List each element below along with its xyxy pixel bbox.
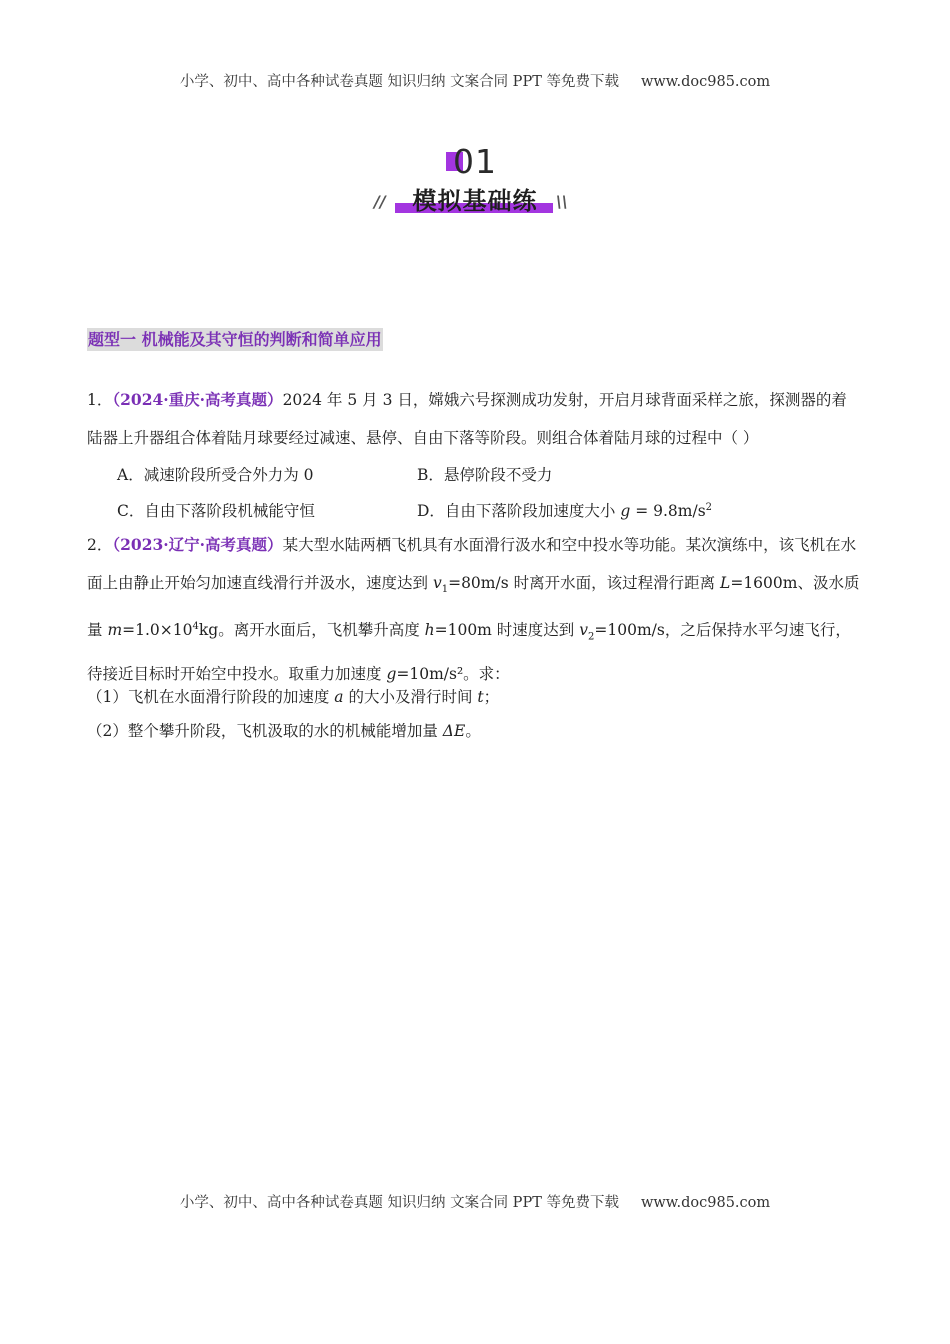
section-banner	[0, 138, 950, 228]
sub1-text: （1）飞机在水面滑行阶段的加速度	[87, 688, 335, 706]
option-b: B．悬停阶段不受力	[417, 466, 553, 484]
option-d-var: g	[620, 502, 631, 520]
var-delta-e: ΔE	[442, 722, 466, 740]
question-stem: 2024 年 5 月 3 日，嫦娥六号探测成功发射，开启月球背面采样之旅，探测器的着陆器上升器组合体着陆月球要经过减速、悬停、自由下落等阶段。则组合体着陆月球的过程中（ ）	[87, 391, 847, 447]
page-header	[0, 70, 950, 91]
sub1-text-end: ；	[483, 688, 500, 706]
q2-text-3: =1600m、汲水质量	[87, 573, 860, 640]
sub-question-1	[87, 685, 499, 707]
q2-text-2: =80m/s 时离开水面，该过程滑行距离	[448, 573, 721, 592]
var-t: t	[477, 688, 484, 706]
var-v2-sub: 2	[588, 631, 595, 643]
var-h: h	[424, 621, 435, 640]
option-d	[417, 499, 712, 521]
option-c: C．自由下落阶段机械能守恒	[117, 502, 315, 520]
option-d-value: = 9.8m/s	[630, 502, 706, 520]
var-g: g	[386, 664, 397, 683]
q2-text-7: =100m/s，之后保持水平匀速飞行，待接近目标时开始空中投水。取重力加速度	[87, 621, 851, 683]
q2-text-1: 某大型水陆两栖飞机具有水面滑行汲水和空中投水等功能。某次演练中，该飞机在水面上由静止开始匀加速直线滑行并汲水，速度达到	[87, 536, 857, 592]
var-l: L	[720, 573, 731, 592]
question-1	[87, 381, 862, 457]
q2-text-5: kg。离开水面后，飞机攀升高度	[198, 621, 425, 640]
question-number: 2．	[87, 536, 113, 554]
footer-url: www.doc985.com	[640, 1195, 771, 1211]
q2-text-8: =10m/s²。求：	[396, 664, 510, 683]
header-text: 小学、初中、高中各种试卷真题 知识归纳 文案合同 PPT 等免费下载	[179, 74, 619, 90]
sub2-text-end: 。	[465, 722, 481, 740]
sub2-text: （2）整个攀升阶段，飞机汲取的水的机械能增加量	[87, 722, 443, 740]
var-v1: v	[432, 573, 442, 592]
banner-title: 模拟基础练	[412, 187, 538, 215]
header-url: www.doc985.com	[640, 74, 771, 90]
question-source: （2023·辽宁·高考真题）	[112, 535, 283, 554]
option-d-exponent: 2	[705, 501, 713, 513]
var-m: m	[107, 621, 123, 640]
var-a: a	[334, 688, 344, 706]
q2-text-4: =1.0×10	[122, 621, 193, 640]
q2-text-6: =100m 时速度达到	[434, 621, 580, 640]
banner-slash-left: //	[374, 192, 386, 211]
sub-question-2	[87, 719, 481, 741]
mass-exponent: 4	[192, 621, 199, 633]
question-2	[87, 526, 862, 693]
question-number: 1．	[87, 391, 113, 409]
var-v1-sub: 1	[441, 583, 449, 595]
option-a: A．减速阶段所受合外力为 0	[117, 466, 314, 484]
page-footer	[0, 1191, 950, 1212]
banner-slash-right: \\	[556, 192, 568, 211]
footer-text: 小学、初中、高中各种试卷真题 知识归纳 文案合同 PPT 等免费下载	[179, 1195, 619, 1211]
var-v2: v	[579, 621, 588, 640]
question-source: （2024·重庆·高考真题）	[112, 390, 283, 409]
option-d-text: D．自由下落阶段加速度大小	[417, 502, 621, 520]
sub1-text-mid: 的大小及滑行时间	[343, 688, 478, 706]
section-heading: 题型一 机械能及其守恒的判断和简单应用	[88, 330, 382, 349]
banner-number: 01	[453, 142, 497, 181]
